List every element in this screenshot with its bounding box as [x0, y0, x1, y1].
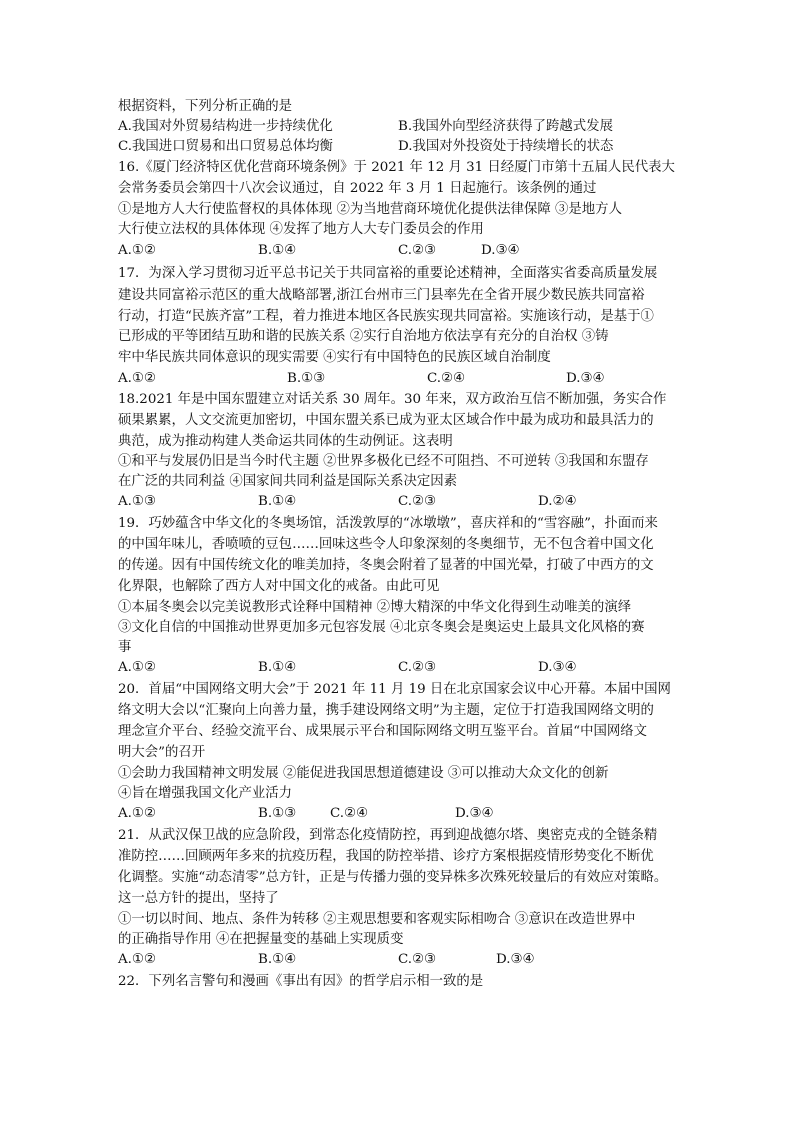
q15-option-d: D.我国对外投资处于持续增长的状态: [398, 139, 614, 154]
q18-line-1: 18.2021 年是中国东盟建立对话关系 30 周年。30 年来，双方政治互信不断加强，务实合作: [118, 392, 667, 407]
q16-option-d: D.③④: [481, 243, 520, 258]
q17-option-d: D.③④: [566, 371, 605, 386]
q20-option-b: B.①③: [258, 806, 297, 821]
q21-option-a: A.①②: [118, 952, 156, 967]
q16-line-3: ①是地方人大行使监督权的具体体现 ②为当地营商环境优化提供法律保障 ③是地方人: [118, 202, 622, 217]
q21-line-4: 这一总方针的提出，坚持了: [118, 891, 279, 906]
q21-line-5: ①一切以时间、地点、条件为转移 ②主观思想要和客观实际相吻合 ③意识在改造世界中: [118, 912, 636, 927]
q20-option-a: A.①②: [118, 806, 156, 821]
q20-line-2: 络文明大会以“汇聚向上向善力量，携手建设网络文明”为主题，定位于打造我国网络文明的: [118, 703, 654, 718]
q16-line-2: 会常务委员会第四十八次会议通过，自 2022 年 3 月 1 日起施行。该条例的通过: [118, 181, 597, 196]
q19-option-a: A.①②: [118, 660, 156, 675]
q19-line-3: 的传递。因有中国传统文化的唯美加持，冬奥会附着了显著的中国光晕，打破了中西方的文: [118, 558, 654, 573]
q19-option-c: C.②③: [398, 660, 437, 675]
q20-option-d: D.③④: [455, 806, 494, 821]
q18-line-2: 硕果累累，人文交流更加密切，中国东盟关系已成为亚太区域合作中最为成功和最具活力的: [118, 413, 654, 428]
q15-option-b: B.我国外向型经济获得了跨越式发展: [398, 119, 613, 134]
q18-line-3: 典范，成为推动构建人类命运共同体的生动例证。这表明: [118, 434, 453, 449]
q18-line-4: ①和平与发展仍旧是当今时代主题 ②世界多极化已经不可阻挡、不可逆转 ③我国和东盟存: [118, 454, 649, 469]
q21-option-d: D.③④: [496, 952, 535, 967]
q18-option-b: B.①④: [258, 494, 297, 509]
q18-option-d: D.②④: [538, 494, 577, 509]
q15-option-a: A.我国对外贸易结构进一步持续优化: [118, 119, 333, 134]
q19-line-7: 事: [118, 640, 132, 655]
q17-line-4: 已形成的平等团结互助和谐的民族关系 ②实行自治地方依法享有充分的自治权 ③铸: [118, 329, 609, 344]
q21-line-6: 的正确指导作用 ④在把握量变的基础上实现质变: [118, 932, 404, 947]
q20-line-3: 理念宣介平台、经验交流平台、成果展示平台和国际网络文明互鉴平台。首届“中国网络文: [118, 724, 648, 739]
q20-line-1: 20．首届“中国网络文明大会”于 2021 年 11 月 19 日在北京国家会议中心开幕。本届中国网: [118, 682, 671, 697]
q17-option-b: B.①③: [287, 371, 326, 386]
q21-line-1: 21．从武汉保卫战的应急阶段，到常态化疫情防控，再到迎战德尔塔、奥密克戎的全链条精: [118, 828, 658, 843]
q20-line-5: ①会助力我国精神文明发展 ②能促进我国思想道德建设 ③可以推动大众文化的创新: [118, 766, 609, 781]
q15-stem-tail: 根据资料，下列分析正确的是: [118, 99, 293, 114]
q21-option-b: B.①④: [258, 952, 297, 967]
q19-option-d: D.③④: [538, 660, 577, 675]
q22-line-1: 22．下列名言警句和漫画《事出有因》的哲学启示相一致的是: [118, 974, 484, 989]
q21-line-2: 准防控……回顾两年多来的抗疫历程，我国的防控举措、诊疗方案根据疫情形势变化不断优: [118, 849, 654, 864]
q21-option-c: C.②③: [398, 952, 437, 967]
q17-option-a: A.①②: [118, 371, 156, 386]
q19-option-b: B.①④: [258, 660, 297, 675]
q17-line-2: 建设共同富裕示范区的重大战略部署,浙江台州市三门县率先在全省开展少数民族共同富裕: [118, 288, 645, 303]
q19-line-1: 19．巧妙蕴含中华文化的冬奥场馆，活泼敦厚的“冰墩墩”，喜庆祥和的“雪容融”，扑面而来: [118, 516, 658, 531]
q16-line-4: 大行使立法权的具体体现 ④发挥了地方人大专门委员会的作用: [118, 222, 484, 237]
q19-line-4: 化界限，也解除了西方人对中国文化的戒备。由此可见: [118, 579, 440, 594]
q20-line-6: ④旨在增强我国文化产业活力: [118, 786, 293, 801]
q18-option-c: C.②③: [398, 494, 437, 509]
q16-option-c: C.②③: [398, 243, 437, 258]
q17-line-1: 17．为深入学习贯彻习近平总书记关于共同富裕的重要论述精神，全面落实省委高质量发展: [118, 266, 658, 281]
q21-line-3: 化调整。实施“动态清零”总方针，正是与传播力强的变异株多次殊死较量后的有效应对策略。: [118, 870, 668, 885]
q20-line-4: 明大会”的召开: [118, 745, 206, 760]
q17-line-5: 牢中华民族共同体意识的现实需要 ④实行有中国特色的民族区域自治制度: [118, 350, 551, 365]
q18-option-a: A.①③: [118, 494, 156, 509]
q18-line-5: 在广泛的共同利益 ④国家间共同利益是国际关系决定因素: [118, 474, 458, 489]
q17-option-c: C.②④: [427, 371, 466, 386]
q19-line-5: ①本届冬奥会以完美说教形式诠释中国精神 ②博大精深的中华文化得到生动唯美的演绎: [118, 600, 632, 615]
q16-line-1: 16.《厦门经济特区优化营商环境条例》于 2021 年 12 月 31 日经厦门市第十五届人民代表大: [118, 160, 675, 175]
q19-line-2: 的中国年味儿，香喷喷的豆包……回味这些令人印象深刻的冬奥细节，无不包含着中国文化: [118, 537, 654, 552]
q17-line-3: 行动，打造“民族齐富”工程，着力推进本地区各民族实现共同富裕。实施该行动，是基于①: [118, 309, 654, 324]
q19-line-6: ③文化自信的中国推动世界更加多元包容发展 ④北京冬奥会是奥运史上最具文化风格的赛: [118, 620, 645, 635]
q20-option-c: C.②④: [330, 806, 369, 821]
q16-option-b: B.①④: [258, 243, 297, 258]
q16-option-a: A.①②: [118, 243, 156, 258]
q15-option-c: C.我国进口贸易和出口贸易总体均衡: [118, 139, 333, 154]
